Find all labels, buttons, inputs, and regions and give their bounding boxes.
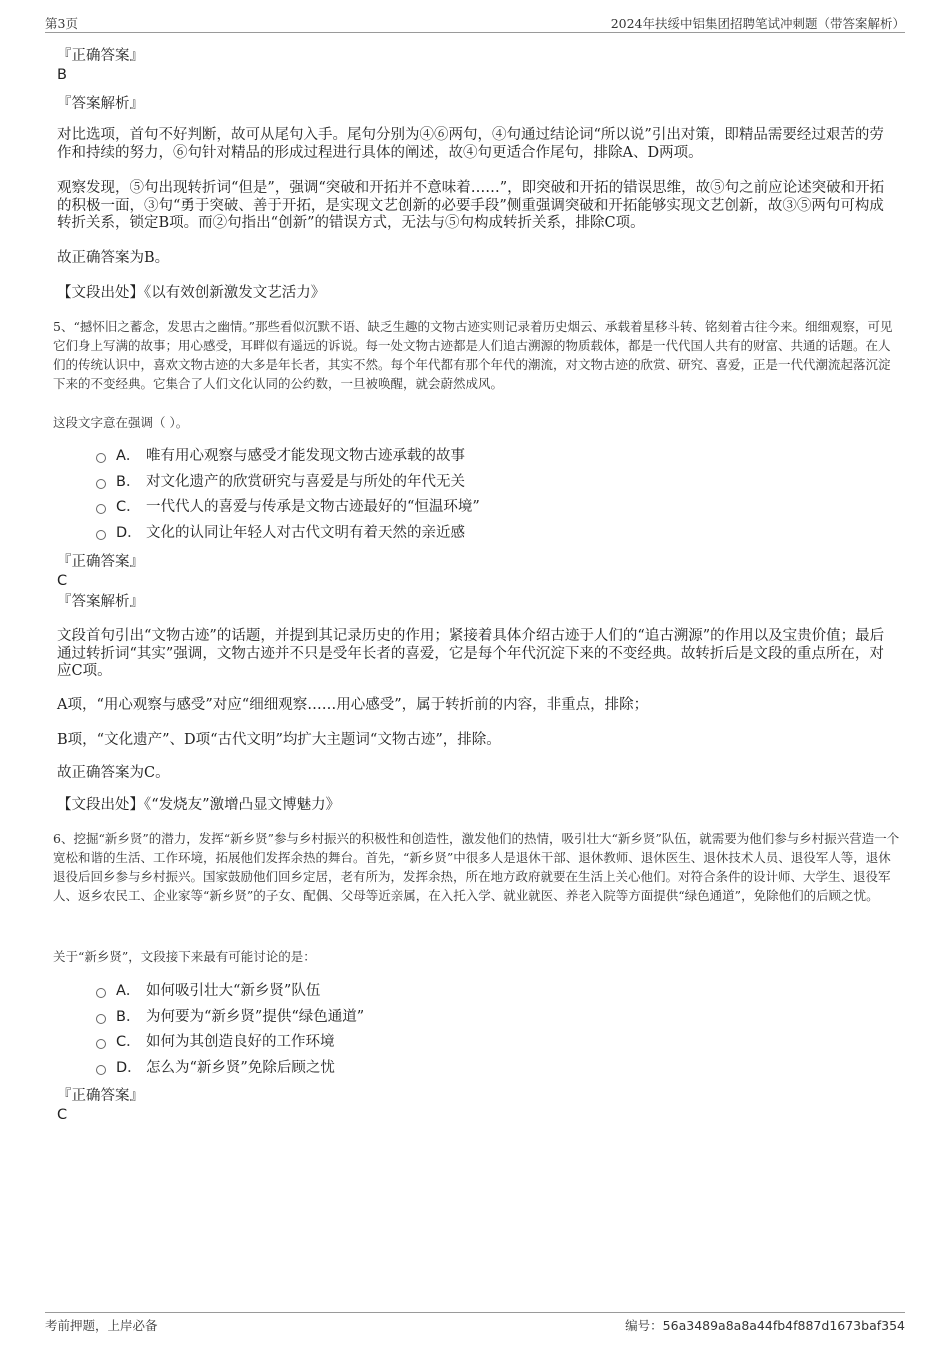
radio-button[interactable] [96, 988, 106, 998]
radio-button[interactable] [96, 1014, 106, 1024]
analysis-paragraph: 对比选项，首句不好判断，故可从尾句入手。尾句分别为④⑥两句，④句通过结论词“所以说”引出对策，即精品需要经过艰苦的劳作和持续的努力，⑥句针对精品的形成过程进行具体的阐述，故④句更适合作尾句，排除A、D两项。 [57, 127, 884, 161]
radio-button[interactable] [96, 453, 106, 463]
page-footer [45, 1312, 905, 1333]
analysis-paragraph: 观察发现，⑤句出现转折词“但是”，强调“突破和开拓并不意味着……”，即突破和开拓的错误思维，故⑤句之前应论述突破和开拓的积极一面，③句“勇于突破、善于开拓，是实现文艺创新的必要手段”侧重强调突破和开拓能够实现文艺创新，故③⑤两句可构成转折关系，锁定B项。而②句指出“创新”的错误方式，无法与⑤句构成转折关系，排除C项。 [57, 180, 885, 231]
correct-answer-label: 『正确答案』 [57, 554, 144, 570]
source-citation: 【文段出处】《以有效创新激发文艺活力》 [57, 285, 326, 301]
answer-block-6 [57, 1087, 902, 1124]
analysis-paragraph: 文段首句引出“文物古迹”的话题，并提到其记录历史的作用；紧接着具体介绍古迹于人们的“追古溯源”的作用以及宝贵价值；最后通过转折词“其实”强调，文物古迹并不只是受年长者的喜爱，它是每个年代沉淀下来的不变经典。故转折后是文段的重点所在，对应C项。 [57, 628, 885, 679]
question-6-prompt: 关于“新乡贤”，文段接下来最有可能讨论的是： [53, 949, 316, 964]
document-code: 编号：56a3489a8a8a44fb4f887d1673baf354 [625, 1318, 905, 1333]
radio-button[interactable] [96, 530, 106, 540]
correct-answer: C [57, 1107, 68, 1123]
analysis-conclusion: 故正确答案为B。 [57, 250, 170, 266]
correct-answer-label: 『正确答案』 [57, 1088, 144, 1104]
radio-button[interactable] [96, 1039, 106, 1049]
radio-button[interactable] [96, 1065, 106, 1075]
question-5-prompt: 这段文字意在强调（ ）。 [53, 415, 189, 430]
source-citation: 【文段出处】《“发烧友”激增凸显文博魅力》 [57, 797, 341, 813]
page-header [45, 14, 905, 33]
analysis-paragraph: B项，“文化遗产”、D项“古代文明”均扩大主题词“文物古迹”，排除。 [57, 732, 501, 748]
analysis-paragraph: A项，“用心观察与感受”对应“细细观察……用心感受”，属于转折前的内容，非重点，排除； [57, 697, 649, 713]
answer-block-5 [57, 553, 902, 611]
footer-slogan: 考前押题，上岸必备 [45, 1318, 158, 1333]
analysis-label: 『答案解析』 [57, 96, 144, 112]
correct-answer: C [57, 573, 68, 589]
question-5-text: 5、“撼怀旧之蓄念，发思古之幽情。”那些看似沉默不语、缺乏生趣的文物古迹实则记录着历史烟云、承载着星移斗转、铭刻着古往今来。细细观察，可见它们身上写满的故事；用心感受，耳畔似有遥远的诉说。每一处文物古迹都是人们追古溯源的物质载体，都是一代代国人共有的财富、共通的话题。在人们的传统认识中，喜欢文物古迹的大多是年长者，其实不然。每个年代都有那个年代的潮流，对文物古迹的欣赏、研究、喜爱，正是一代代潮流起落沉淀下来的不变经典。它集合了人们文化认同的公约数，一旦被唤醒，就会蔚然成风。 [53, 319, 893, 391]
answer-block-1 [57, 47, 902, 113]
analysis-label: 『答案解析』 [57, 594, 144, 610]
radio-button[interactable] [96, 479, 106, 489]
question-6-text: 6、挖掘“新乡贤”的潜力，发挥“新乡贤”参与乡村振兴的积极性和创造性，激发他们的热情，吸引壮大“新乡贤”队伍，就需要为他们参与乡村振兴营造一个宽松和谐的生活、工作环境，拓展他们发挥余热的舞台。首先，“新乡贤”中很多人是退休干部、退休教师、退休医生、退休技术人员、退役军人等，退休退役后回乡参与乡村振兴。国家鼓励他们回乡定居，老有所为，发挥余热，所在地方政府就要在生活上关心他们。对符合条件的设计师、大学生、退役军人、返乡农民工、企业家等“新乡贤”的子女、配偶、父母等近亲属，在入托入学、就业就医、养老入院等方面提供“绿色通道”，免除他们的后顾之忧。 [53, 831, 900, 903]
analysis-conclusion: 故正确答案为C。 [57, 765, 170, 781]
document-title: 2024年扶绥中铝集团招聘笔试冲刺题（带答案解析） [610, 16, 905, 31]
correct-answer-label: 『正确答案』 [57, 48, 144, 64]
page-number: 第3页 [45, 16, 78, 31]
radio-button[interactable] [96, 504, 106, 514]
correct-answer: B [57, 67, 67, 83]
